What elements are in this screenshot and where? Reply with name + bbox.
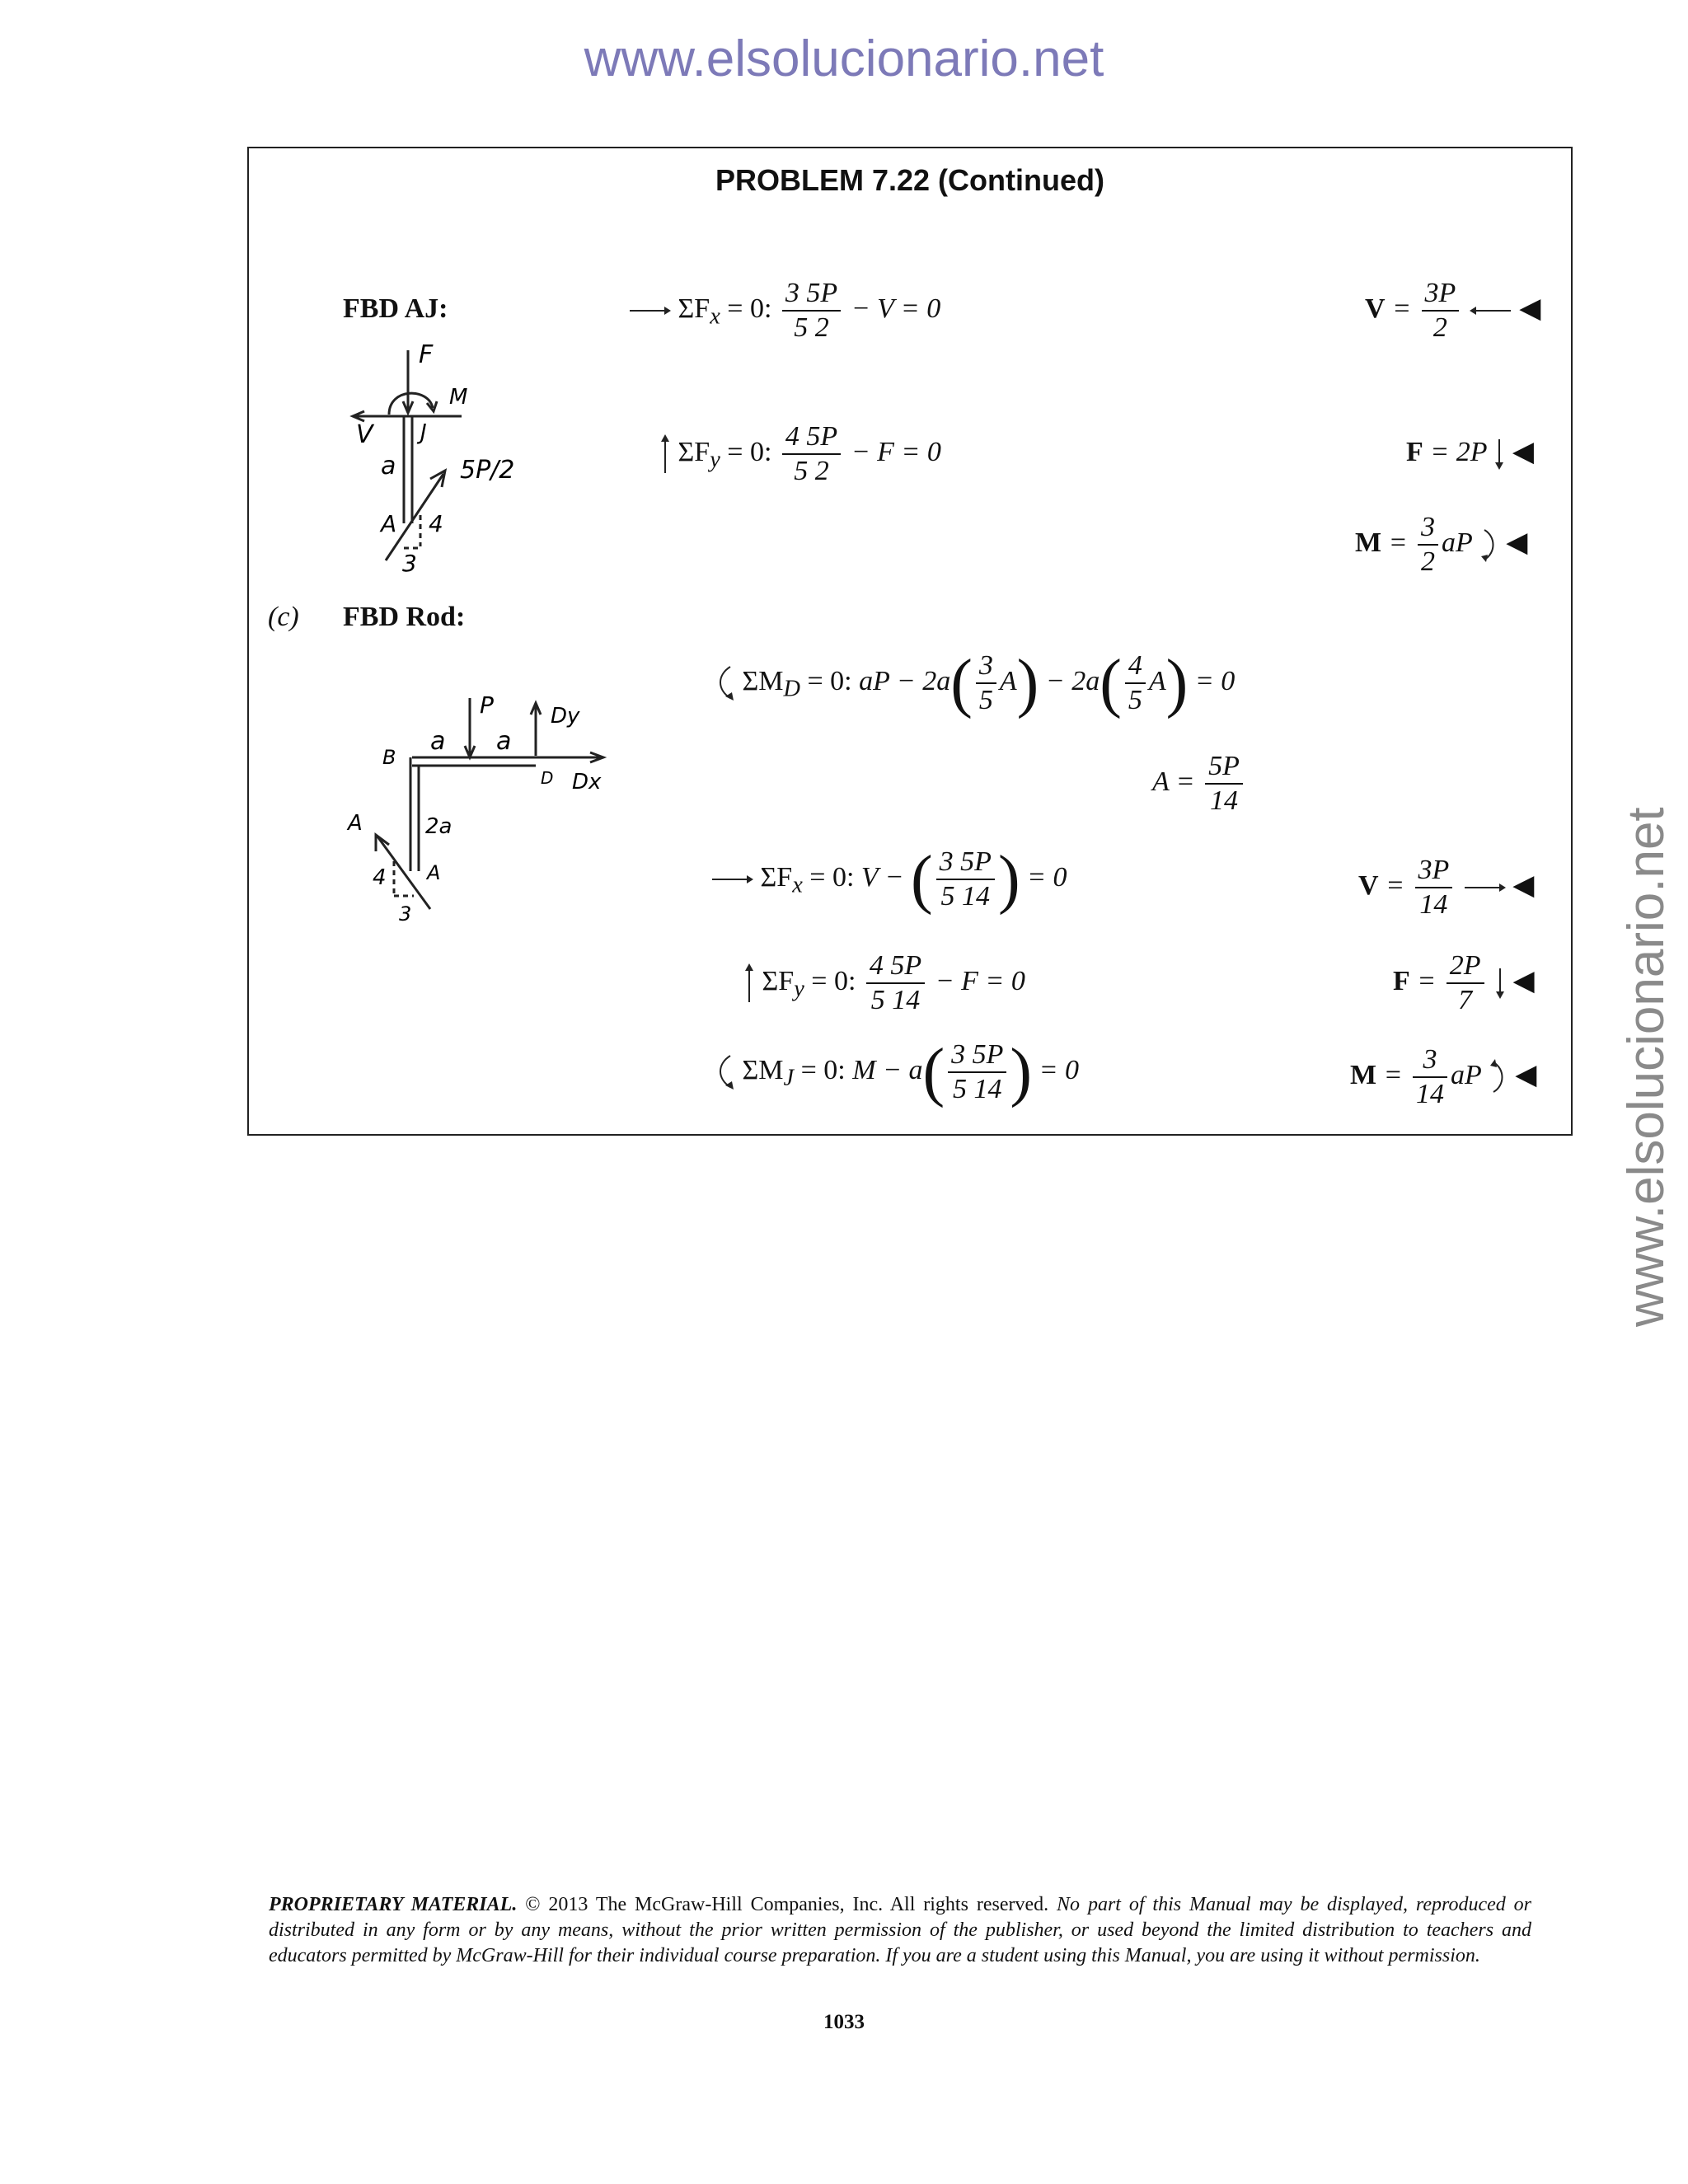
sketch-rod-Dx: Dx <box>572 770 602 794</box>
copyright-notice: PROPRIETARY MATERIAL. © 2013 The McGraw-Hill Companies, Inc. All rights reserved. No part of this Manual may be displayed, reproduced or distributed in any form or by any means, without the prior written permission of the publisher, or used beyond the limited distribution to teachers and educators permitted by McGraw-Hill for their individual course preparation. If you are a student using this Manual, you are using it without permission. <box>269 1894 1531 1966</box>
arrow-right-icon <box>710 871 753 888</box>
watermark-side: www.elsolucionario.net <box>1618 807 1675 1327</box>
fbd-rod-label: FBD Rod: <box>343 602 466 632</box>
sketch-rod-D: D <box>541 768 554 788</box>
answer-marker-icon: ◀ <box>1506 527 1528 558</box>
sketch-rod-3: 3 <box>399 902 412 923</box>
sketch-aj-a: a <box>381 452 396 480</box>
sketch-rod-A-force: A <box>348 811 363 836</box>
rod-eq-a: A = $\frac{5P}{14}$ <box>1152 750 1246 818</box>
rod-eq-fx: $\Sigma F_x = 0$: V − ( $\frac{3 5P}{5 14}$ ) = 0 <box>710 846 1067 913</box>
sketch-aj-3: 3 <box>402 550 417 577</box>
sketch-aj-F: F <box>419 342 434 369</box>
arrow-up-icon <box>659 434 671 475</box>
sketch-aj-J: J <box>420 420 427 445</box>
rod-result-f: F = $\frac{2P}{7}$ ◀ <box>1393 950 1535 1015</box>
fbd-rod-sketch <box>338 688 618 923</box>
moment-ccw-icon <box>714 663 735 703</box>
fbd-aj-sketch <box>338 342 544 577</box>
aj-eq-fx: $\Sigma F_x = 0$: $\frac{3 5P}{5 2}$ − V = 0 <box>628 277 940 344</box>
sketch-rod-Dy: Dy <box>551 704 580 729</box>
moment-cw-icon <box>1479 527 1499 563</box>
aj-result-v: V = $\frac{3P}{2}$ ◀ <box>1365 278 1541 343</box>
arrow-down-icon <box>1494 967 1506 1000</box>
sketch-aj-M: M <box>449 385 468 410</box>
fbd-aj-label: FBD AJ: <box>343 293 448 324</box>
answer-marker-icon: ◀ <box>1519 293 1541 324</box>
sketch-rod-a2: a <box>496 727 512 756</box>
page-title: PROBLEM 7.22 (Continued) <box>715 163 1104 197</box>
answer-marker-icon: ◀ <box>1512 437 1535 467</box>
sketch-aj-A: A <box>381 510 397 537</box>
arrow-down-icon <box>1493 438 1505 471</box>
rod-result-v: V = $\frac{3P}{14}$ ◀ <box>1358 855 1535 920</box>
sketch-rod-a1: a <box>430 727 446 756</box>
aj-result-m: M = $\frac{3}{2}$ aP ◀ <box>1355 512 1528 577</box>
sketch-rod-A: A <box>427 861 441 884</box>
sketch-aj-force: 5P/2 <box>460 456 515 485</box>
arrow-up-icon <box>743 963 755 1004</box>
answer-marker-icon: ◀ <box>1512 869 1535 901</box>
moment-ccw-icon <box>714 1052 735 1092</box>
watermark-top: www.elsolucionario.net <box>584 30 1104 87</box>
sketch-aj-V: V <box>356 420 373 449</box>
rod-eq-fy: $\Sigma F_y = 0$: $\frac{4 5P}{5 14}$ − F = 0 <box>743 949 1025 1017</box>
answer-marker-icon: ◀ <box>1515 1059 1537 1090</box>
rod-result-m: M = $\frac{3}{14}$ aP ◀ <box>1350 1044 1537 1109</box>
rod-eq-mj: $\Sigma M_J = 0$: M − a( $\frac{3 5P}{5 14}$ ) = 0 <box>714 1038 1079 1106</box>
part-c-letter: (c) <box>268 602 299 632</box>
aj-eq-fy: $\Sigma F_y = 0$: $\frac{4 5P}{5 2}$ − F = 0 <box>659 420 941 488</box>
sketch-rod-P: P <box>480 691 494 719</box>
arrow-left-icon <box>1470 302 1512 319</box>
answer-marker-icon: ◀ <box>1512 965 1535 996</box>
arrow-right-icon <box>628 302 671 319</box>
arrow-right-icon <box>1463 879 1506 896</box>
sketch-aj-4: 4 <box>429 510 443 537</box>
sketch-rod-2a: 2a <box>425 814 452 839</box>
sketch-rod-4: 4 <box>373 865 387 890</box>
rod-eq-md: $\Sigma M_D = 0$: aP − 2a( $\frac{3}{5}$ A) − 2a( $\frac{4}{5}$ A) = 0 <box>714 649 1235 717</box>
page-number: 1033 <box>823 2011 865 2033</box>
aj-result-f: F = 2P ◀ <box>1406 435 1534 471</box>
sketch-rod-B: B <box>382 746 396 769</box>
moment-cw-icon <box>1489 1059 1508 1095</box>
